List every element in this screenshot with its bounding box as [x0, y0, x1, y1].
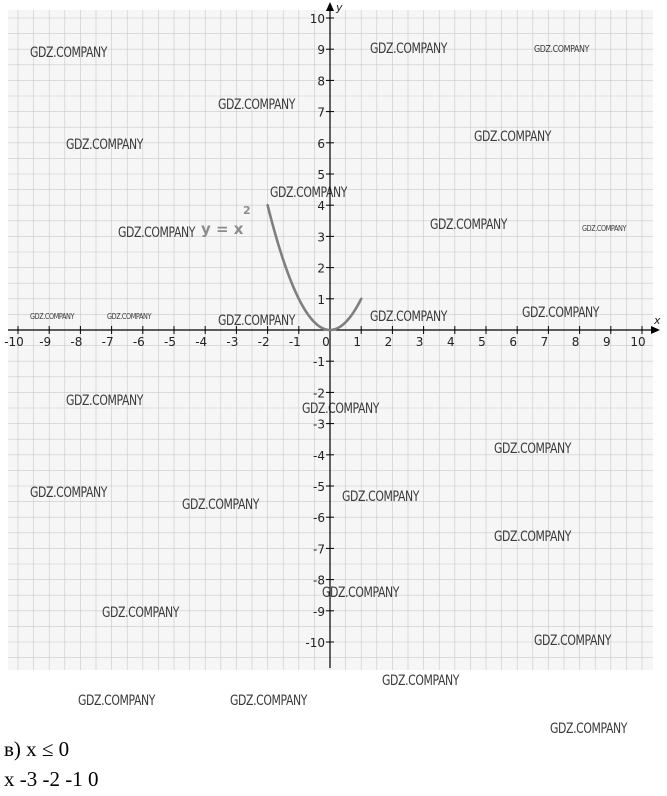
y-tick-label: -4: [313, 448, 325, 463]
watermark-text: GDZ.COMPANY: [534, 44, 591, 55]
y-tick-label: -5: [313, 480, 325, 494]
x-tick-label: -1: [288, 335, 301, 349]
watermark-text: GDZ.COMPANY: [430, 217, 508, 233]
y-tick-label: -9: [313, 604, 325, 619]
y-tick-label: 9: [317, 43, 325, 58]
watermark-text: GDZ.COMPANY: [270, 185, 348, 201]
watermark-text: GDZ.COMPANY: [218, 313, 296, 329]
x-tick-label: 2: [384, 335, 393, 349]
x-tick-label: 1: [353, 335, 362, 349]
y-tick-label: 6: [317, 136, 325, 151]
x-tick-label: -5: [164, 335, 176, 349]
x-tick-label: -9: [39, 335, 52, 349]
y-tick-label: -3: [313, 417, 325, 432]
y-tick-label: -8: [313, 573, 325, 588]
x-tick-label: 6: [509, 335, 518, 349]
y-tick-label: 2: [317, 261, 325, 276]
y-tick-label: -1: [313, 355, 325, 370]
caption-condition: в) x ≤ 0: [4, 737, 70, 761]
watermark-text: GDZ.COMPANY: [102, 605, 180, 621]
watermark-text: GDZ.COMPANY: [522, 305, 600, 321]
x-tick-label: 10: [630, 335, 646, 349]
x-tick-label: 9: [602, 335, 611, 349]
y-axis-arrow: [326, 2, 334, 11]
watermark-text: GDZ.COMPANY: [66, 137, 144, 153]
watermark-text: GDZ.COMPANY: [494, 441, 572, 457]
x-tick-label: 0: [322, 335, 330, 349]
y-tick-label: 4: [317, 199, 325, 214]
watermark-text: GDZ.COMPANY: [30, 485, 108, 501]
watermark-text: GDZ.COMPANY: [218, 97, 296, 113]
x-tick-label: -6: [132, 335, 145, 349]
watermark-text: GDZ.COMPANY: [370, 41, 448, 57]
series-label-exponent: 2: [243, 204, 251, 217]
y-tick-label: 7: [317, 105, 325, 120]
exercise-caption: [4, 734, 98, 794]
series-label: y = x: [201, 220, 244, 238]
watermark-text: GDZ.COMPANY: [78, 693, 156, 709]
x-tick-label: 8: [571, 335, 580, 349]
watermark-text: GDZ.COMPANY: [370, 309, 448, 325]
watermark-text: GDZ.COMPANY: [30, 312, 75, 321]
watermark-text: GDZ.COMPANY: [474, 129, 552, 145]
x-tick-label: -3: [226, 335, 239, 349]
y-tick-label: -7: [313, 542, 325, 557]
x-axis-arrow: [651, 326, 660, 334]
watermark-text: GDZ.COMPANY: [322, 585, 400, 601]
y-tick-label: -6: [313, 511, 325, 526]
y-axis-label: y: [336, 1, 343, 14]
y-tick-label: 5: [317, 168, 325, 182]
watermark-text: GDZ.COMPANY: [550, 721, 628, 735]
y-tick-label: 8: [317, 74, 325, 89]
watermark-text: GDZ.COMPANY: [494, 529, 572, 545]
watermark-text: GDZ.COMPANY: [118, 225, 196, 241]
x-tick-label: -2: [257, 335, 270, 349]
y-tick-label: 3: [317, 230, 325, 245]
watermark-text: GDZ.COMPANY: [182, 497, 260, 513]
watermark-text: GDZ.COMPANY: [107, 312, 152, 321]
x-tick-label: -10: [4, 335, 24, 349]
x-tick-label: 4: [446, 335, 455, 349]
x-tick-label: -4: [195, 335, 208, 349]
x-tick-label: 7: [540, 335, 549, 349]
watermark-text: GDZ.COMPANY: [582, 224, 627, 233]
y-tick-label: 1: [317, 292, 325, 307]
y-tick-label: -10: [305, 636, 325, 650]
x-tick-label: -8: [70, 335, 83, 349]
watermark-text: GDZ.COMPANY: [66, 393, 144, 409]
x-axis-label: x: [654, 314, 661, 327]
watermark-text: GDZ.COMPANY: [534, 633, 612, 649]
x-tick-label: -7: [101, 335, 114, 349]
x-tick-label: 5: [478, 335, 486, 349]
y-tick-label: -2: [313, 386, 325, 401]
watermark-text: GDZ.COMPANY: [342, 489, 420, 505]
y-tick-label: 10: [309, 12, 325, 26]
watermark-text: GDZ.COMPANY: [302, 401, 380, 417]
watermark-text: GDZ.COMPANY: [230, 693, 308, 709]
watermark-text: GDZ.COMPANY: [30, 45, 108, 61]
x-tick-label: 3: [415, 335, 424, 349]
caption-table-row: x -3 -2 -1 0: [4, 767, 99, 791]
watermark-text: GDZ.COMPANY: [382, 673, 460, 689]
